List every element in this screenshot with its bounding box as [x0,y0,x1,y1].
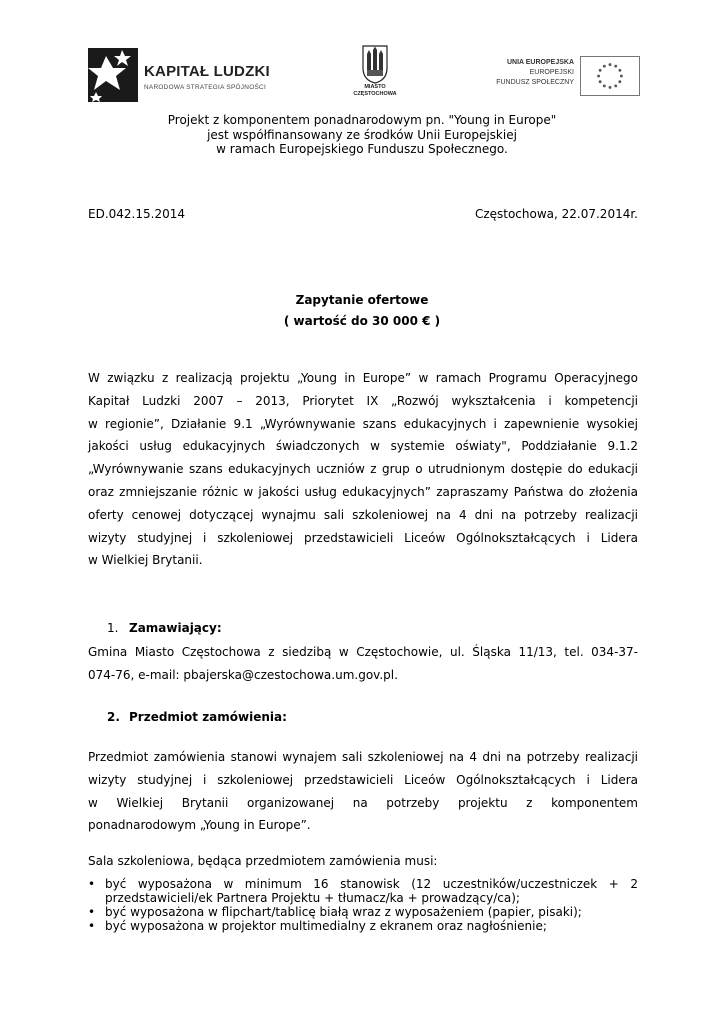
logo-bar [0,40,724,110]
intro-line: w Wielkiej Brytanii. [88,553,203,568]
kapital-ludzki-subtitle: NARODOWA STRATEGIA SPÓJNOŚCI [144,84,267,91]
intro-line: wizyty studyjnej i szkoleniowej przedstawicieli Liceów Ogólnokształcących i Lidera [88,530,638,545]
section-1-number: 1. [107,621,119,635]
intro-line: jakości usług edukacyjnych świadczonych w systemie oświaty", Poddziałanie 9.1.2 [88,439,638,454]
intro-paragraph [88,367,638,572]
intro-line: w regionie”, Działanie 9.1 „Wyrównywanie szans edukacyjnych i zapewnienie wysokiej [88,416,638,431]
document-title [0,290,724,332]
kapital-ludzki-name: KAPITAŁ LUDZKI [144,63,270,80]
list-item [88,905,638,919]
intro-line: Kapitał Ludzki 2007 – 2013, Priorytet IX „Rozwój wykształcenia i kompetencji [88,393,638,408]
section-2-line: ponadnarodowym „Young in Europe”. [88,818,311,833]
city-label-line1: MIASTO [364,84,386,90]
project-header-line2: jest współfinansowany ze środków Unii Europejskiej [207,127,517,142]
intro-line: oferty cenowej dotyczącej wynajmu sali szkoleniowej na 4 dni na potrzeby realizacji [88,507,638,522]
city-crest-icon [362,44,388,84]
reference-number: ED.042.15.2014 [88,207,185,221]
eu-text-line2: EUROPEJSKI [529,69,574,76]
section-1-title: Zamawiający: [129,621,222,635]
list-item-line: przedstawicieli/ek Partnera Projektu + tłumacz/ka + prowadzący/ca); [105,891,520,905]
city-label-line2: CZĘSTOCHOWA [353,91,397,97]
kapital-ludzki-mark-icon [86,46,140,104]
section-2-title: Przedmiot zamówienia: [129,710,287,724]
eu-text-line3: FUNDUSZ SPOŁECZNY [496,79,574,86]
list-item-line: być wyposażona w projektor multimedialny z ekranem oraz nagłośnienie; [105,919,547,933]
eu-text [496,58,574,88]
list-item [88,877,638,905]
eu-text-line1: UNIA EUROPEJSKA [506,59,574,66]
project-header-line1: Projekt z komponentem ponadnarodowym pn. "Young in Europe" [167,113,557,127]
section-2-intro-text: Sala szkoleniowa, będąca przedmiotem zamówienia musi: [88,854,438,868]
section-2-line: wizyty studyjnej i szkoleniowej przedstawicieli Liceów Ogólnokształcących i Lidera [88,772,638,787]
bullet-icon: • [88,905,96,919]
section-2-body [88,746,638,837]
bullet-icon: • [88,877,96,891]
eu-flag-icon [580,56,640,96]
intro-line: „Wyrównywanie szans edukacyjnych uczniów z grup o utrudnionym dostępie do edukacji [88,462,638,477]
section-2-line: w Wielkiej Brytanii organizowanej na potrzeby projektu z komponentem [88,795,638,810]
project-header [0,113,724,157]
section-1-body [88,641,638,687]
title-line1: Zapytanie ofertowe [295,293,429,307]
requirements-list [88,877,638,933]
list-item-line: być wyposażona w flipchart/tablicę białą wraz z wyposażeniem (papier, pisaki); [105,905,582,919]
project-header-line3: w ramach Europejskiego Funduszu Społecznego. [216,142,508,156]
city-logo [350,44,400,98]
title-line2: ( wartość do 30 000 € ) [283,314,441,328]
section-2-line: Przedmiot zamówienia stanowi wynajem sali szkoleniowej na 4 dni na potrzeby realizacji [88,750,638,764]
eu-logo [480,56,640,100]
kapital-ludzki-logo [86,46,306,104]
section-1-line: 074-76, e-mail: pbajerska@czestochowa.um.gov.pl. [88,667,398,682]
section-2-number: 2. [107,710,120,724]
intro-line: W związku z realizacją projektu „Young in Europe” w ramach Programu Operacyjnego [88,371,638,385]
section-2-heading [107,710,287,724]
bullet-icon: • [88,919,96,933]
intro-line: oraz zmniejszanie różnic w jakości usług edukacyjnych” zapraszamy Państwa do złożenia [88,484,638,499]
section-1-heading [107,621,222,635]
list-item [88,919,638,933]
list-item-line: być wyposażona w minimum 16 stanowisk (12 uczestników/uczestniczek + 2 [105,877,638,891]
place-date: Częstochowa, 22.07.2014r. [474,207,638,221]
section-2-intro [88,850,638,873]
section-1-line: Gmina Miasto Częstochowa z siedzibą w Częstochowie, ul. Śląska 11/13, tel. 034-37- [88,645,638,659]
